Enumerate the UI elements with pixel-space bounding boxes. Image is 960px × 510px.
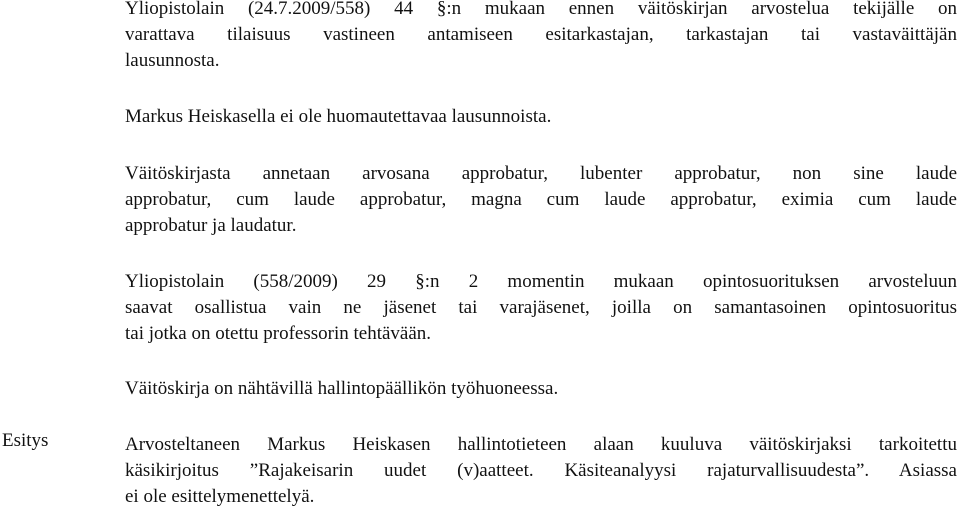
text-line: saavat osallistua vain ne jäsenet tai varajäsenet, joilla on samantasoinen opintosuoritus xyxy=(125,297,957,318)
text-line: varattava tilaisuus vastineen antamiseen esitarkastajan, tarkastajan tai vastaväittäjän xyxy=(125,24,957,45)
section-label-esitys: Esitys xyxy=(2,430,49,451)
paragraph-no-remarks xyxy=(125,104,957,130)
text-line: käsikirjoitus ”Rajakeisarin uudet (v)aatteet. Käsiteanalyysi rajaturvallisuudesta”. Asiassa xyxy=(125,460,957,481)
text-line: approbatur ja laudatur. xyxy=(125,215,297,236)
text-line: Väitöskirjasta annetaan arvosana approbatur, lubenter approbatur, non sine laude xyxy=(125,163,957,184)
paragraph-proposal xyxy=(125,432,957,510)
document-body xyxy=(125,0,957,510)
text-line: ei ole esittelymenettelyä. xyxy=(125,486,315,507)
paragraph-law-44 xyxy=(125,0,957,74)
paragraph-law-29 xyxy=(125,269,957,347)
text-line: tai jotka on otettu professorin tehtävään. xyxy=(125,323,432,344)
text-line: Yliopistolain (24.7.2009/558) 44 §:n mukaan ennen väitöskirjan arvostelua tekijälle on xyxy=(125,0,957,19)
text-line: lausunnosta. xyxy=(125,50,220,71)
text-line: approbatur, cum laude approbatur, magna cum laude approbatur, eximia cum laude xyxy=(125,189,957,210)
text-line: Yliopistolain (558/2009) 29 §:n 2 momentin mukaan opintosuorituksen arvosteluun xyxy=(125,271,957,292)
paragraph-grades xyxy=(125,161,957,239)
paragraph-availability xyxy=(125,376,957,402)
text-line: Arvosteltaneen Markus Heiskasen hallintotieteen alaan kuuluva väitöskirjaksi tarkoitettu xyxy=(125,434,957,455)
text-line: Väitöskirja on nähtävillä hallintopäällikön työhuoneessa. xyxy=(125,378,559,399)
text-line: Markus Heiskasella ei ole huomautettavaa lausunnoista. xyxy=(125,106,552,127)
